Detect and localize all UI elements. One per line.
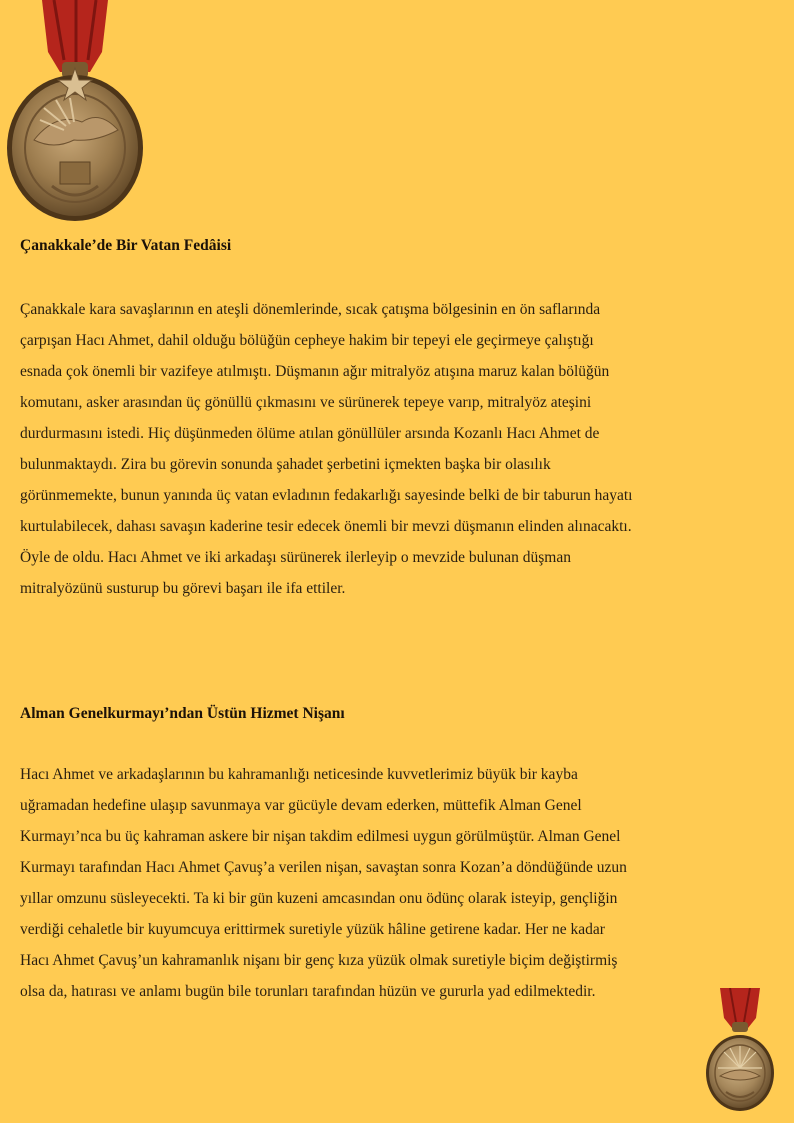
paragraph-line: görünmemekte, bunun yanında üç vatan evladının fedakarlığı sayesinde belki de bir taburun hayatı	[20, 487, 633, 504]
paragraph-line: esnada çok önemli bir vazifeye atılmıştı. Düşmanın ağır mitralyöz atışına maruz kalan bölüğün	[20, 363, 610, 380]
paragraph-line: çarpışan Hacı Ahmet, dahil olduğu bölüğün cepheye hakim bir tepeyi ele geçirmeye çalıştığı	[20, 332, 594, 349]
paragraph-line: Kurmayı tarafından Hacı Ahmet Çavuş’a verilen nişan, savaştan sonra Kozan’a döndüğünde uzun	[20, 859, 627, 876]
paragraph-line: bulunmaktaydı. Zira bu görevin sonunda şahadet şerbetini içmekten başka bir olasılık	[20, 456, 551, 473]
paragraph-line: Kurmayı’nca bu üç kahraman askere bir nişan takdim edilmesi uygun görülmüştür. Alman Genel	[20, 828, 621, 845]
section-title-canakkale: Çanakkale’de Bir Vatan Fedâisi	[20, 237, 232, 254]
paragraph-line: uğramadan hedefine ulaşıp savunmaya var gücüyle devam ederken, müttefik Alman Genel	[20, 797, 582, 814]
paragraph-line: kurtulabilecek, dahası savaşın kaderine tesir edecek önemli bir mevzi düşmanın elinden alınacaktı.	[20, 518, 632, 535]
medal-image-bottom	[704, 988, 776, 1113]
paragraph-line: olsa da, hatırası ve anlamı bugün bile torunları tarafından hüzün ve gururla yad edilmektedir.	[20, 983, 596, 1000]
paragraph-line: komutanı, asker arasından üç gönüllü çıkmasını ve sürünerek tepeye varıp, mitralyöz ateşini	[20, 394, 592, 411]
paragraph-line: yıllar omzunu süsleyecekti. Ta ki bir gün kuzeni amcasından onu ödünç olarak isteyip, gençliğin	[20, 890, 618, 907]
paragraph-line: Çanakkale kara savaşlarının en ateşli dönemlerinde, sıcak çatışma bölgesinin en ön saflarında	[20, 301, 601, 318]
paragraph-line: durdurmasını istedi. Hiç düşünmeden ölüme atılan gönüllüler arsında Kozanlı Hacı Ahmet de	[20, 425, 600, 442]
paragraph-alman-nisani	[20, 759, 745, 1007]
paragraph-line: verdiği cehaletle bir kuyumcuya erittirmek suretiyle yüzük hâline getirene kadar. Her ne kadar	[20, 921, 605, 938]
section-title-alman-nisani: Alman Genelkurmayı’ndan Üstün Hizmet Nişanı	[20, 705, 345, 722]
paragraph-line: Hacı Ahmet Çavuş’un kahramanlık nişanı bir genç kıza yüzük olmak suretiyle biçim değiştirmiş	[20, 952, 618, 969]
paragraph-canakkale	[20, 294, 760, 604]
paragraph-line: mitralyözünü susturup bu görevi başarı ile ifa ettiler.	[20, 580, 346, 597]
medal-image-top	[4, 0, 146, 224]
paragraph-line: Öyle de oldu. Hacı Ahmet ve iki arkadaşı sürünerek ilerleyip o mevzide bulunan düşman	[20, 549, 571, 566]
paragraph-line: Hacı Ahmet ve arkadaşlarının bu kahramanlığı neticesinde kuvvetlerimiz büyük bir kayba	[20, 766, 578, 783]
